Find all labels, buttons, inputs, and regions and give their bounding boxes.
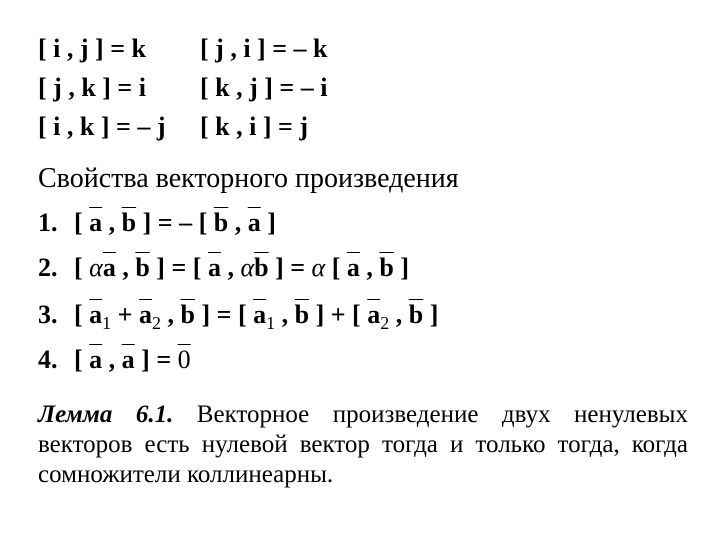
alpha-symbol: α (240, 253, 255, 282)
vector-a1: $\overline{a}$ (253, 300, 267, 329)
alpha-symbol: α (311, 253, 326, 282)
formula: [ $\overline{a}$ , $\overline{a}$ ] = 0 (74, 345, 191, 374)
vector-b: $\overline{b}$ (379, 253, 394, 282)
vector-a: $\overline{a}$ (346, 253, 360, 282)
vector-a2: $\overline{a}$ (367, 300, 381, 329)
lemma-text: Векторное произведение двух ненулевых векторов есть нулевой вектор тогда и только тогда, когда сомножители коллинеарны. (38, 401, 688, 488)
vector-b: $\overline{b}$ (180, 300, 195, 329)
property-1 (38, 208, 276, 238)
vector-b: $\overline{b}$ (135, 253, 150, 282)
vector-a: $\overline{a}$ (121, 345, 135, 374)
basis-formula-ij: [ i , j ] = k (38, 34, 146, 63)
property-number: 2. (38, 253, 58, 282)
property-3 (38, 300, 438, 338)
basis-formula-ji: [ j , i ] = – k (200, 34, 328, 63)
property-4 (38, 345, 191, 375)
vector-a: $\overline{a}$ (89, 208, 103, 237)
alpha-symbol: α (89, 253, 103, 282)
property-number: 3. (38, 300, 58, 329)
property-2 (38, 253, 409, 283)
vector-b: $\overline{b}$ (408, 300, 424, 329)
properties-heading: Свойства векторного произведения (38, 163, 459, 194)
formula: [ $\alpha\overline{a}$ , $\overline{b}$ ] = [ $\overline{a}$ , $\alpha\overline{b}$ ] = α [ $\overline{a}$ , $\overline{b}$ ] (74, 253, 410, 282)
vector-a1: $\overline{a}$ (89, 300, 103, 329)
formula: [ $\overline{a}$ , $\overline{b}$ ] = – [ $\overline{b}$ , $\overline{a}$ ] (74, 208, 276, 237)
vector-a: $\overline{a}$ (89, 345, 103, 374)
vector-b: $\overline{b}$ (294, 300, 310, 329)
formula: [ $\overline{a}_1 + \overline{a}_2$ , $\overline{b}$ ] = [ $\overline{a}_1$ , $\overline{b}$ ] + [ $\overline{a}_2$ , $\overline{b}$ ] (74, 300, 439, 333)
vector-b: $\overline{b}$ (213, 208, 229, 237)
vector-a: $\overline{a}$ (247, 208, 261, 237)
property-number: 4. (38, 345, 58, 374)
vector-b: $\overline{b}$ (254, 253, 269, 282)
basis-formula-jk: [ j , k ] = i (38, 73, 146, 102)
vector-a: $\overline{a}$ (207, 253, 221, 282)
zero-vector: 0 (177, 345, 191, 374)
lemma-paragraph (38, 400, 688, 490)
vector-a: $\overline{a}$ (102, 253, 116, 282)
basis-formula-ki: [ k , i ] = j (200, 112, 308, 141)
basis-formula-kj: [ k , j ] = – i (200, 73, 328, 102)
property-number: 1. (38, 208, 58, 237)
vector-a2: $\overline{a}$ (139, 300, 152, 329)
basis-formula-ik: [ i , k ] = – j (38, 112, 166, 141)
vector-b: $\overline{b}$ (121, 208, 137, 237)
lemma-title: Лемма 6.1. (38, 401, 174, 428)
